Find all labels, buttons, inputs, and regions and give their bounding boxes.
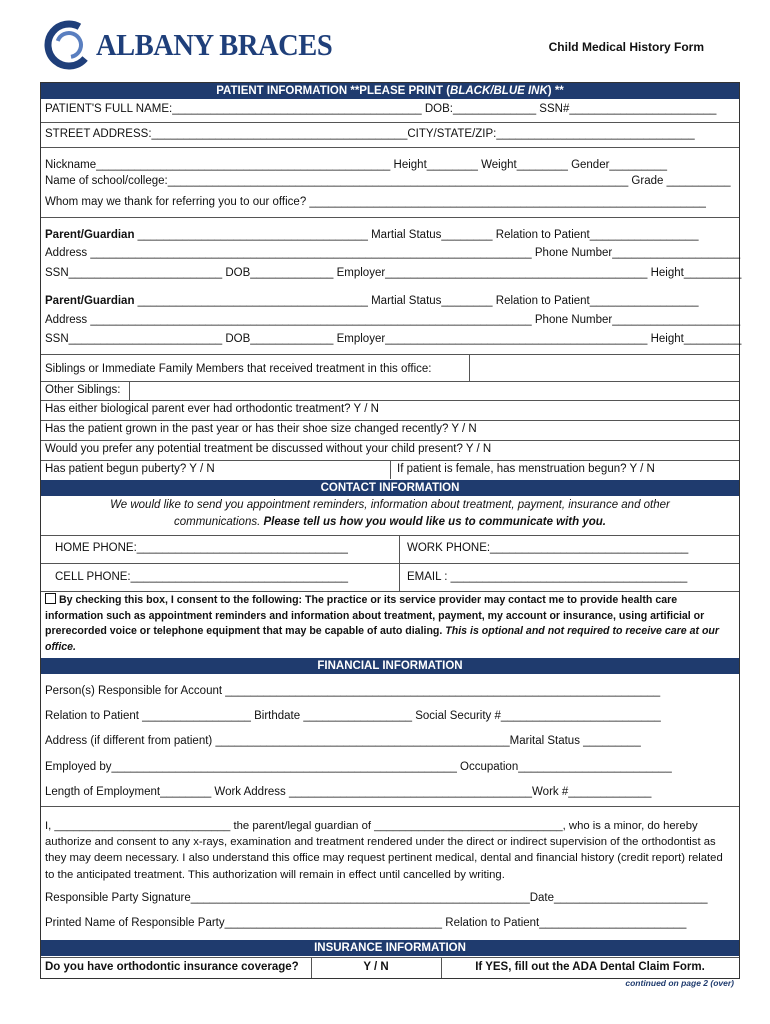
- length-of-employment-field[interactable]: Length of Employment________ Work Address ______________________________________Work #_____________: [45, 786, 652, 798]
- referral-field[interactable]: Whom may we thank for referring you to our office? ______________________________________________________________: [45, 196, 706, 208]
- cell-phone-field[interactable]: CELL PHONE:__________________________________: [55, 571, 349, 583]
- question-patient-grown[interactable]: Has the patient grown in the past year or has their shoe size changed recently? Y / N: [45, 423, 477, 435]
- work-phone-field[interactable]: WORK PHONE:_______________________________: [407, 542, 689, 554]
- contact-info-header: CONTACT INFORMATION: [41, 480, 739, 496]
- responsible-person-field[interactable]: Person(s) Responsible for Account ____________________________________________________________________: [45, 685, 661, 697]
- question-parent-orthodontic[interactable]: Has either biological parent ever had orthodontic treatment? Y / N: [45, 403, 379, 415]
- parent2-address-field[interactable]: Address _____________________________________________________________________ Phone Number____________________: [45, 314, 741, 326]
- question-discuss-without-child[interactable]: Would you prefer any potential treatment be discussed without your child present? Y / N: [45, 443, 492, 455]
- email-field[interactable]: EMAIL : _____________________________________: [407, 571, 688, 583]
- employed-occupation-field[interactable]: Employed by______________________________________________________ Occupation________________________: [45, 761, 672, 773]
- parent1-address-field[interactable]: Address _____________________________________________________________________ Phone Number____________________: [45, 247, 741, 259]
- parent1-ssn-field[interactable]: SSN________________________ DOB_____________ Employer_________________________________________ Height_________: [45, 267, 742, 279]
- question-menstruation[interactable]: If patient is female, has menstruation begun? Y / N: [397, 463, 655, 475]
- relation-birthdate-ssn-field[interactable]: Relation to Patient _________________ Birthdate _________________ Social Security #_________________________: [45, 710, 661, 722]
- medical-history-form: [40, 82, 740, 979]
- nickname-field[interactable]: Nickname______________________________________________ Height________ Weight________ Gender_________: [45, 159, 667, 171]
- parent2-ssn-field[interactable]: SSN________________________ DOB_____________ Employer_________________________________________ Height_________: [45, 333, 742, 345]
- patient-info-header: PATIENT INFORMATION **PLEASE PRINT (BLACK/BLUE INK) **: [41, 83, 739, 99]
- contact-intro-line2: communications. Please tell us how you would like us to communicate with you.: [174, 516, 606, 528]
- school-field[interactable]: Name of school/college:________________________________________________________________________ Grade __________: [45, 175, 731, 187]
- consent-statement: By checking this box, I consent to the following: The practice or its service provider may contact me to provide health care information such as appointment reminders and information about treatment, payment, my account or insurance, using artificial or prerecorded voice or telephone equipment that may be capable of auto dialing. This is optional and not required to receive care at our office.: [45, 594, 720, 653]
- responsible-signature-field[interactable]: Responsible Party Signature_____________________________________________________Date________________________: [45, 892, 708, 904]
- authorization-statement: I, ____________________________ the parent/legal guardian of ______________________________, who is a minor, do hereby authorize and consent to any x-rays, examination and treatment rendered under the direct or indirect supervision of the orthodontist as they may deem necessary. I also understand this office may request pertinent medical, dental and financial history (credit report) related to the anticipated treatment. This authorization will remain in effect until cancelled by writing.: [45, 820, 723, 881]
- siblings-label: Siblings or Immediate Family Members that received treatment in this office:: [45, 363, 432, 375]
- street-address-field[interactable]: STREET ADDRESS:________________________________________CITY/STATE/ZIP:_______________________________: [45, 128, 695, 140]
- insurance-note: If YES, fill out the ADA Dental Claim Form.: [475, 961, 705, 973]
- logo: [44, 20, 353, 70]
- insurance-info-header: INSURANCE INFORMATION: [41, 940, 739, 956]
- question-puberty[interactable]: Has patient begun puberty? Y / N: [45, 463, 215, 475]
- printed-name-field[interactable]: Printed Name of Responsible Party__________________________________ Relation to Patient_______________________: [45, 917, 687, 929]
- brand-name: ALBANY BRACES: [96, 27, 333, 62]
- patient-full-name-field[interactable]: PATIENT'S FULL NAME:_______________________________________ DOB:_____________ SSN#_______________________: [45, 103, 717, 115]
- insurance-question: Do you have orthodontic insurance coverage?: [45, 961, 299, 973]
- parent2-name-field[interactable]: Parent/Guardian ____________________________________ Martial Status________ Relation to Patient_________________: [45, 295, 699, 307]
- other-siblings-label: Other Siblings:: [45, 384, 121, 396]
- financial-info-header: FINANCIAL INFORMATION: [41, 658, 739, 674]
- parent1-name-field[interactable]: Parent/Guardian ____________________________________ Martial Status________ Relation to Patient_________________: [45, 229, 699, 241]
- albany-braces-logo-icon: [44, 20, 94, 70]
- contact-intro-line1: We would like to send you appointment reminders, information about treatment, payment, insurance and other: [110, 499, 670, 511]
- insurance-yes-no[interactable]: Y / N: [363, 961, 389, 973]
- continued-note: continued on page 2 (over): [625, 978, 734, 988]
- address-marital-field[interactable]: Address (if different from patient) ______________________________________________Marital Status _________: [45, 735, 641, 747]
- form-title: Child Medical History Form: [548, 40, 704, 54]
- home-phone-field[interactable]: HOME PHONE:_________________________________: [55, 542, 348, 554]
- consent-checkbox[interactable]: [45, 593, 56, 604]
